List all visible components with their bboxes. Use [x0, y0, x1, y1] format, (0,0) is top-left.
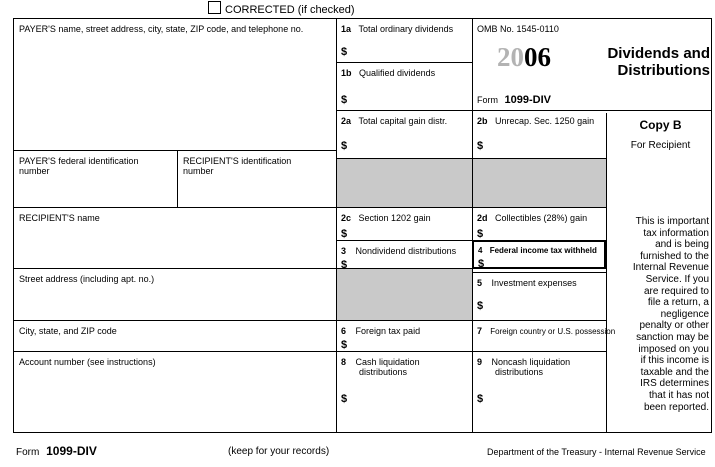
instruction-line: sanction may be	[636, 331, 709, 343]
box-2b-amount[interactable]: $	[477, 140, 484, 152]
box-6-header: 6 Foreign tax paid	[341, 326, 421, 336]
footer-department: Department of the Treasury - Internal Revenue Service	[487, 447, 706, 457]
instruction-line: furnished to the	[640, 250, 709, 262]
hrule-recipient-name	[13, 207, 606, 208]
box-1b-amount[interactable]: $	[341, 94, 348, 106]
box-2a-amount[interactable]: $	[341, 140, 348, 152]
box-1a-header: 1a Total ordinary dividends	[341, 24, 454, 34]
recipient-city-label: City, state, and ZIP code	[19, 326, 117, 336]
box-2c-header: 2c Section 1202 gain	[341, 213, 431, 223]
instruction-line: taxable and the	[640, 366, 709, 378]
corrected-label: CORRECTED (if checked)	[225, 4, 355, 16]
hrule-1b-2a	[336, 110, 712, 111]
box-4-amount[interactable]: $	[478, 258, 485, 270]
box-2c-amount[interactable]: $	[341, 228, 348, 240]
instruction-line: if this income is	[640, 355, 709, 367]
for-recipient-label: For Recipient	[630, 140, 691, 151]
instruction-line: are required to	[643, 285, 709, 297]
box-8-header: 8 Cash liquidation	[341, 357, 420, 367]
vrule-id-split	[177, 150, 178, 207]
footer-form-identifier: Form 1099-DIV	[16, 444, 97, 458]
instruction-line: Internal Revenue	[632, 262, 709, 274]
recipient-name-label: RECIPIENT'S name	[19, 213, 100, 223]
tax-year: 2006	[497, 42, 551, 72]
box-1b-header: 1b Qualified dividends	[341, 68, 436, 78]
instruction-line: and is being	[655, 239, 709, 251]
instruction-line: This is important	[635, 216, 709, 227]
box-9-header: 9 Noncash liquidation	[477, 357, 571, 367]
box-6-amount[interactable]: $	[341, 339, 348, 351]
form-title-line1: Dividends and	[607, 45, 710, 62]
payer-name-address-label: PAYER'S name, street address, city, state, ZIP code, and telephone no.	[19, 24, 304, 34]
box-9-amount[interactable]: $	[477, 393, 484, 405]
form-title-line2: Distributions	[617, 62, 710, 79]
payer-federal-id-label-line2: number	[19, 166, 50, 176]
omb-number: OMB No. 1545-0110	[477, 24, 559, 34]
instruction-line: file a return, a	[647, 297, 709, 309]
corrected-checkbox[interactable]	[208, 1, 221, 14]
hrule-account	[13, 351, 606, 352]
vrule-col2	[472, 18, 473, 433]
box-2a-header: 2a Total capital gain distr.	[341, 116, 448, 126]
box-7-header: 7 Foreign country or U.S. possession	[477, 326, 616, 336]
box-1a-amount[interactable]: $	[341, 46, 348, 58]
corrected-header	[208, 1, 355, 16]
recipient-instructions	[609, 216, 709, 413]
recipient-id-label-line2: number	[183, 166, 214, 176]
instruction-line: negligence	[660, 308, 709, 320]
box-9-header-line2: distributions	[495, 367, 544, 377]
box-2b-header: 2b Unrecap. Sec. 1250 gain	[477, 116, 595, 126]
instruction-line: tax information	[643, 227, 709, 239]
box-3-header: 3 Nondividend distributions	[341, 246, 457, 256]
shaded-block-2	[473, 159, 606, 207]
recipient-id-label-line1: RECIPIENT'S identification	[183, 156, 292, 166]
form-identifier: Form 1099-DIV	[477, 94, 551, 106]
instruction-line: that it has not	[648, 389, 709, 401]
hrule-box5	[472, 272, 606, 273]
footer-keep-records: (keep for your records)	[228, 446, 330, 457]
instruction-line: imposed on you	[638, 343, 709, 355]
shaded-block-1	[337, 159, 472, 207]
instruction-line: Service. If you	[645, 273, 709, 285]
instruction-line: penalty or other	[639, 320, 709, 332]
box-5-header: 5 Investment expenses	[477, 278, 577, 288]
box-8-amount[interactable]: $	[341, 393, 348, 405]
box-5-amount[interactable]: $	[477, 300, 484, 312]
vrule-col3	[606, 113, 607, 433]
payer-federal-id-label-line1: PAYER'S federal identification	[19, 156, 139, 166]
box-2d-header: 2d Collectibles (28%) gain	[477, 213, 588, 223]
instruction-line: been reported.	[643, 401, 709, 413]
hrule-city	[13, 320, 606, 321]
box-2d-amount[interactable]: $	[477, 228, 484, 240]
instruction-line: IRS determines	[640, 378, 709, 390]
copy-label: Copy B	[639, 118, 682, 132]
shaded-block-3	[337, 269, 472, 320]
box-8-header-line2: distributions	[359, 367, 408, 377]
box-4-header: 4 Federal income tax withheld	[478, 246, 597, 255]
recipient-account-label: Account number (see instructions)	[19, 357, 156, 367]
vrule-col1	[336, 18, 337, 433]
recipient-street-label: Street address (including apt. no.)	[19, 274, 155, 284]
box-3-amount[interactable]: $	[341, 259, 348, 271]
hrule-payer-id	[13, 150, 336, 151]
